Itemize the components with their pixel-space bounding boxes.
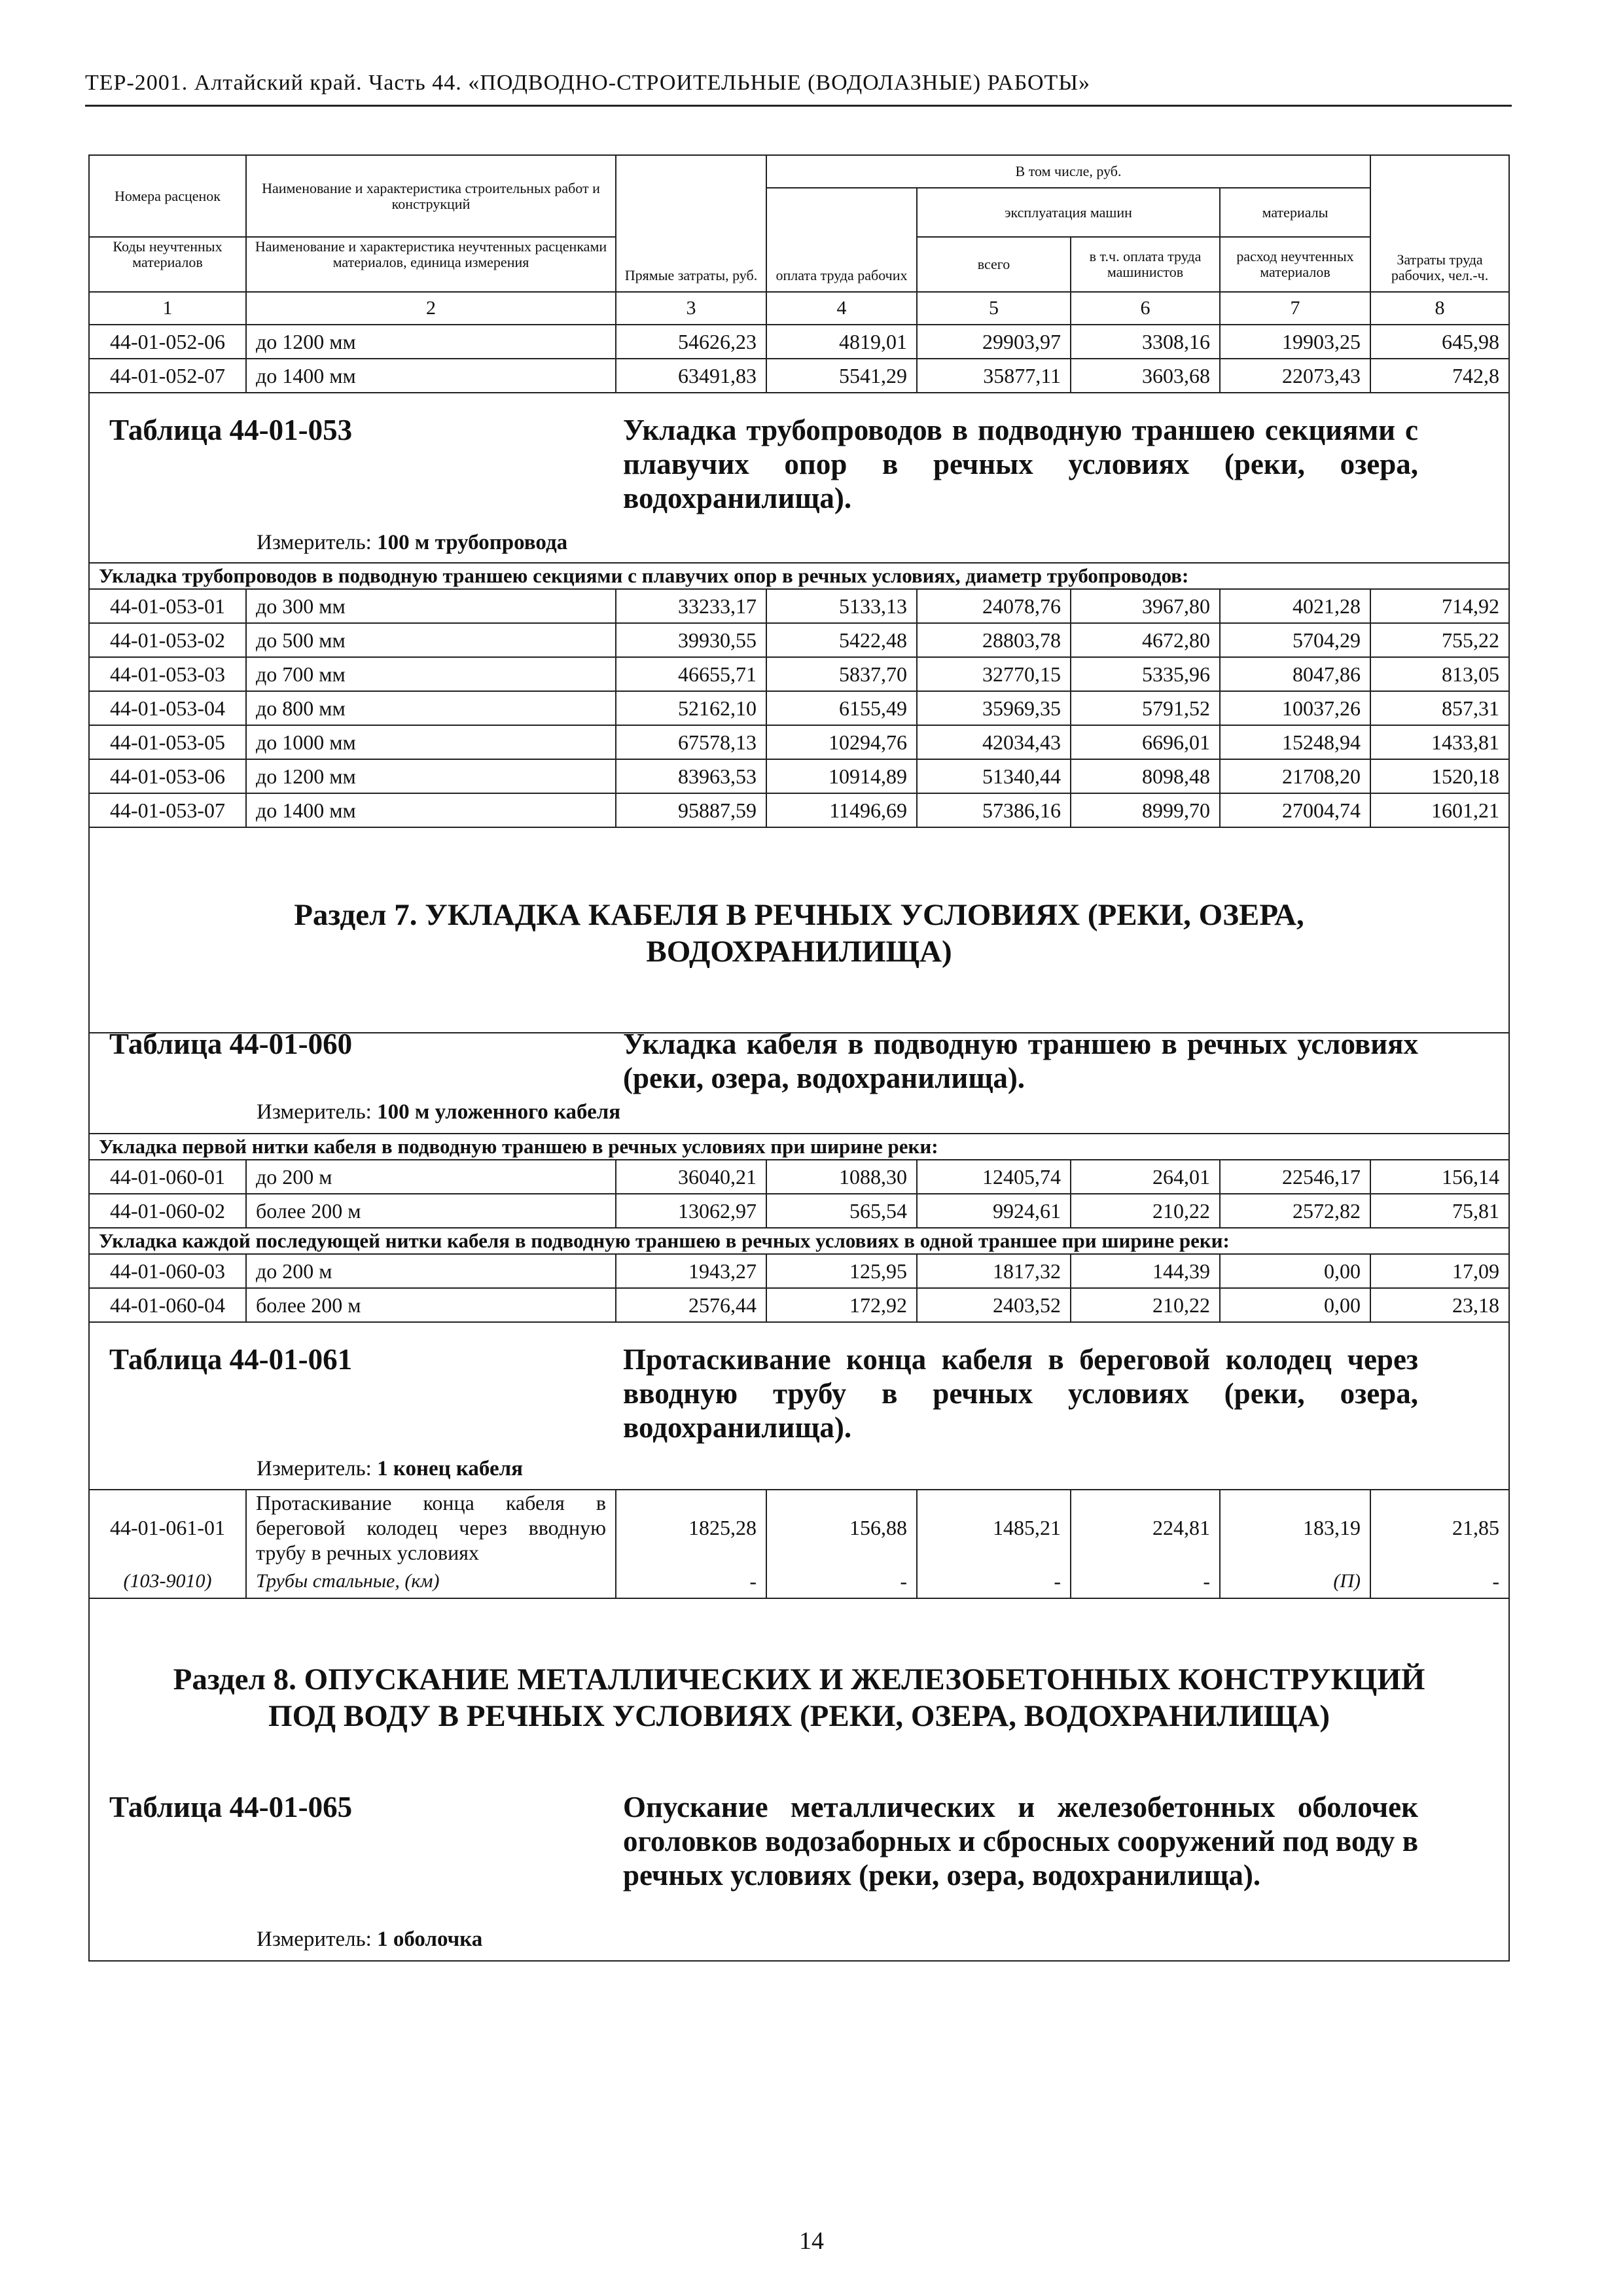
rate-value: 67578,13 (616, 725, 766, 759)
rate-name: до 1400 мм (246, 793, 616, 827)
table-number: Таблица 44-01-053 (109, 414, 353, 446)
rate-value: 57386,16 (917, 793, 1071, 827)
rate-value: 813,05 (1370, 657, 1509, 691)
rate-value: 54626,23 (616, 325, 766, 359)
razdel-title: Раздел 8. ОПУСКАНИЕ МЕТАЛЛИЧЕСКИХ И ЖЕЛЕЗОБЕТОННЫХ КОНСТРУКЦИЙ ПОД ВОДУ В РЕЧНЫХ УСЛОВИЯХ (РЕКИ, ОЗЕРА, ВОДОХРАНИЛИЩА) (173, 1662, 1425, 1733)
col-num: 2 (246, 292, 616, 325)
table-row: 44-01-061-01 Протаскивание конца кабеля в береговой колодец через вводную трубу в речных условиях 1825,28 156,88 1485,21 224,81 183,19 21,85 (89, 1490, 1509, 1565)
material-row: (103-9010) Трубы стальные, (км) - - - - (П) - (89, 1565, 1509, 1598)
rate-value: 5837,70 (766, 657, 917, 691)
col-num: 7 (1220, 292, 1370, 325)
table-number: Таблица 44-01-061 (109, 1343, 353, 1376)
rate-name: более 200 м (246, 1288, 616, 1322)
rate-value: 33233,17 (616, 589, 766, 623)
rate-value: 10294,76 (766, 725, 917, 759)
table-number: Таблица 44-01-060 (109, 1028, 353, 1060)
hdr-materials-name: Наименование и характеристика неучтенных расценками материалов, единица измерения (246, 237, 616, 292)
rate-name: до 700 мм (246, 657, 616, 691)
rate-value: 1601,21 (1370, 793, 1509, 827)
rate-value: 35877,11 (917, 359, 1071, 393)
rate-value: 755,22 (1370, 623, 1509, 657)
rate-value: 0,00 (1220, 1254, 1370, 1288)
rate-value: 5791,52 (1071, 691, 1220, 725)
hdr-direct: Прямые затраты, руб. (616, 155, 766, 292)
measure: Измеритель: 100 м уложенного кабеля (257, 1100, 621, 1124)
rate-value: 3308,16 (1071, 325, 1220, 359)
hdr-labor: Затраты труда рабочих, чел.-ч. (1370, 155, 1509, 292)
table-060-heading (89, 1028, 1509, 1134)
rate-code: 44-01-053-03 (89, 657, 246, 691)
table-061-heading (89, 1322, 1509, 1490)
rate-value: 13062,97 (616, 1194, 766, 1228)
table-row (89, 589, 1509, 623)
table-number: Таблица 44-01-065 (109, 1791, 353, 1823)
measure: Измеритель: 1 оболочка (257, 1928, 483, 1951)
rate-value: 125,95 (766, 1254, 917, 1288)
section-title: Укладка каждой последующей нитки кабеля в подводную траншею в речных условиях в одной траншее при ширине реки: (89, 1228, 1509, 1254)
razdel-title: Раздел 7. УКЛАДКА КАБЕЛЯ В РЕЧНЫХ УСЛОВИЯХ (РЕКИ, ОЗЕРА, ВОДОХРАНИЛИЩА) (294, 898, 1304, 969)
rate-value: 15248,94 (1220, 725, 1370, 759)
rate-name: до 1000 мм (246, 725, 616, 759)
rate-value: 210,22 (1071, 1288, 1220, 1322)
rate-value: 1817,32 (917, 1254, 1071, 1288)
rate-value: 27004,74 (1220, 793, 1370, 827)
rate-value: 21708,20 (1220, 759, 1370, 793)
rate-name: до 800 мм (246, 691, 616, 725)
rate-name: до 500 мм (246, 623, 616, 657)
rate-code: 44-01-060-01 (89, 1160, 246, 1194)
rate-name: до 300 мм (246, 589, 616, 623)
rate-value: 156,14 (1370, 1160, 1509, 1194)
table-065-heading (89, 1790, 1509, 1961)
rate-name: до 1400 мм (246, 359, 616, 393)
table-row (89, 1254, 1509, 1288)
hdr-machinist-wages: в т.ч. оплата труда машинистов (1071, 237, 1220, 292)
rate-value: 2576,44 (616, 1288, 766, 1322)
rate-value: 39930,55 (616, 623, 766, 657)
rate-value: 19903,25 (1220, 325, 1370, 359)
col-num: 1 (89, 292, 246, 325)
rate-value: 75,81 (1370, 1194, 1509, 1228)
rate-value: 645,98 (1370, 325, 1509, 359)
rate-value: 210,22 (1071, 1194, 1220, 1228)
rate-value: 1943,27 (616, 1254, 766, 1288)
rate-value: 4672,80 (1071, 623, 1220, 657)
rate-value: 264,01 (1071, 1160, 1220, 1194)
table-row (89, 1288, 1509, 1322)
rate-code: 44-01-053-04 (89, 691, 246, 725)
rate-value: 29903,97 (917, 325, 1071, 359)
section-title: Укладка первой нитки кабеля в подводную траншею в речных условиях при ширине реки: (89, 1134, 1509, 1160)
col-num: 4 (766, 292, 917, 325)
rate-value: 6696,01 (1071, 725, 1220, 759)
rate-value: 28803,78 (917, 623, 1071, 657)
rate-code: 44-01-060-04 (89, 1288, 246, 1322)
rate-value: 742,8 (1370, 359, 1509, 393)
table-row (89, 793, 1509, 827)
hdr-including: В том числе, руб. (766, 155, 1370, 188)
rate-code: 44-01-060-02 (89, 1194, 246, 1228)
rate-value: 4021,28 (1220, 589, 1370, 623)
table-row (89, 725, 1509, 759)
rate-code: 44-01-053-07 (89, 793, 246, 827)
rate-code: 44-01-052-06 (89, 325, 246, 359)
rate-value: 12405,74 (917, 1160, 1071, 1194)
hdr-rates-no: Номера расценок (89, 155, 246, 237)
running-header: ТЕР-2001. Алтайский край. Часть 44. «ПОДВОДНО-СТРОИТЕЛЬНЫЕ (ВОДОЛАЗНЫЕ) РАБОТЫ» (85, 71, 1090, 95)
rate-value: 42034,43 (917, 725, 1071, 759)
rate-value: 5541,29 (766, 359, 917, 393)
section-title: Укладка трубопроводов в подводную траншею секциями с плавучих опор в речных условиях, диаметр трубопроводов: (89, 563, 1509, 589)
hdr-total: всего (917, 237, 1071, 292)
table-row (89, 759, 1509, 793)
table-title: Укладка трубопроводов в подводную траншею секциями с плавучих опор в речных условиях (реки, озера, водохранилища). (623, 414, 1418, 514)
table-053-heading (89, 393, 1509, 563)
rate-value: 5422,48 (766, 623, 917, 657)
rate-value: 172,92 (766, 1288, 917, 1322)
rate-name: до 200 м (246, 1160, 616, 1194)
rate-code: 44-01-053-01 (89, 589, 246, 623)
rate-value: 1433,81 (1370, 725, 1509, 759)
hdr-unaccounted: расход неучтенных материалов (1220, 237, 1370, 292)
rate-value: 5704,29 (1220, 623, 1370, 657)
rate-value: 83963,53 (616, 759, 766, 793)
rate-value: 9924,61 (917, 1194, 1071, 1228)
rate-value: 1088,30 (766, 1160, 917, 1194)
page-number: 14 (799, 2227, 824, 2255)
rate-name: более 200 м (246, 1194, 616, 1228)
rate-value: 8999,70 (1071, 793, 1220, 827)
price-table (88, 154, 1510, 1962)
table-row (89, 691, 1509, 725)
rate-value: 857,31 (1370, 691, 1509, 725)
rate-code: 44-01-053-05 (89, 725, 246, 759)
header-rule (85, 105, 1512, 107)
rate-value: 0,00 (1220, 1288, 1370, 1322)
rate-value: 1520,18 (1370, 759, 1509, 793)
rate-value: 8047,86 (1220, 657, 1370, 691)
table-title: Укладка кабеля в подводную траншею в речных условиях (реки, озера, водохранилища). (623, 1028, 1418, 1094)
razdel-7 (89, 827, 1509, 1033)
table-title: Опускание металлических и железобетонных оболочек оголовков водозаборных и сбросных сооружений под воду в речных условиях (реки, озера, водохранилища). (623, 1791, 1418, 1892)
col-num: 5 (917, 292, 1071, 325)
rate-value: 714,92 (1370, 589, 1509, 623)
rate-code: 44-01-060-03 (89, 1254, 246, 1288)
rate-value: 36040,21 (616, 1160, 766, 1194)
rate-value: 2403,52 (917, 1288, 1071, 1322)
table-row (89, 325, 1509, 359)
rate-value: 35969,35 (917, 691, 1071, 725)
razdel-8 (89, 1598, 1509, 1790)
rate-value: 52162,10 (616, 691, 766, 725)
table-title: Протаскивание конца кабеля в береговой колодец через вводную трубу в речных условиях (реки, озера, водохранилища). (623, 1343, 1418, 1444)
table-row (89, 623, 1509, 657)
rate-value: 5335,96 (1071, 657, 1220, 691)
hdr-codes: Коды неучтенных материалов (89, 237, 246, 292)
hdr-wages: оплата труда рабочих (766, 188, 917, 292)
rate-value: 24078,76 (917, 589, 1071, 623)
rate-value: 8098,48 (1071, 759, 1220, 793)
rate-value: 2572,82 (1220, 1194, 1370, 1228)
table-row (89, 1160, 1509, 1194)
hdr-materials: материалы (1220, 188, 1370, 237)
table-row (89, 657, 1509, 691)
rate-value: 11496,69 (766, 793, 917, 827)
rate-value: 6155,49 (766, 691, 917, 725)
rate-value: 4819,01 (766, 325, 917, 359)
col-num: 8 (1370, 292, 1509, 325)
rate-code: 44-01-052-07 (89, 359, 246, 393)
col-num: 3 (616, 292, 766, 325)
rate-name: до 1200 мм (246, 325, 616, 359)
rate-value: 22073,43 (1220, 359, 1370, 393)
rate-value: 3967,80 (1071, 589, 1220, 623)
rate-value: 46655,71 (616, 657, 766, 691)
table-row (89, 1194, 1509, 1228)
rate-value: 51340,44 (917, 759, 1071, 793)
rate-value: 22546,17 (1220, 1160, 1370, 1194)
col-num: 6 (1071, 292, 1220, 325)
rate-value: 23,18 (1370, 1288, 1509, 1322)
hdr-machines: эксплуатация машин (917, 188, 1220, 237)
rate-value: 5133,13 (766, 589, 917, 623)
rate-value: 17,09 (1370, 1254, 1509, 1288)
rate-value: 565,54 (766, 1194, 917, 1228)
rate-code: 44-01-053-02 (89, 623, 246, 657)
rate-value: 144,39 (1071, 1254, 1220, 1288)
rate-value: 63491,83 (616, 359, 766, 393)
rate-name: до 200 м (246, 1254, 616, 1288)
rate-value: 10037,26 (1220, 691, 1370, 725)
rate-value: 10914,89 (766, 759, 917, 793)
rate-name: до 1200 мм (246, 759, 616, 793)
rate-value: 32770,15 (917, 657, 1071, 691)
hdr-works-name: Наименование и характеристика строительных работ и конструкций (246, 155, 616, 237)
measure: Измеритель: 100 м трубопровода (257, 531, 568, 554)
table-row (89, 359, 1509, 393)
rate-value: 95887,59 (616, 793, 766, 827)
rate-code: 44-01-053-06 (89, 759, 246, 793)
rate-value: 3603,68 (1071, 359, 1220, 393)
measure: Измеритель: 1 конец кабеля (257, 1457, 523, 1480)
